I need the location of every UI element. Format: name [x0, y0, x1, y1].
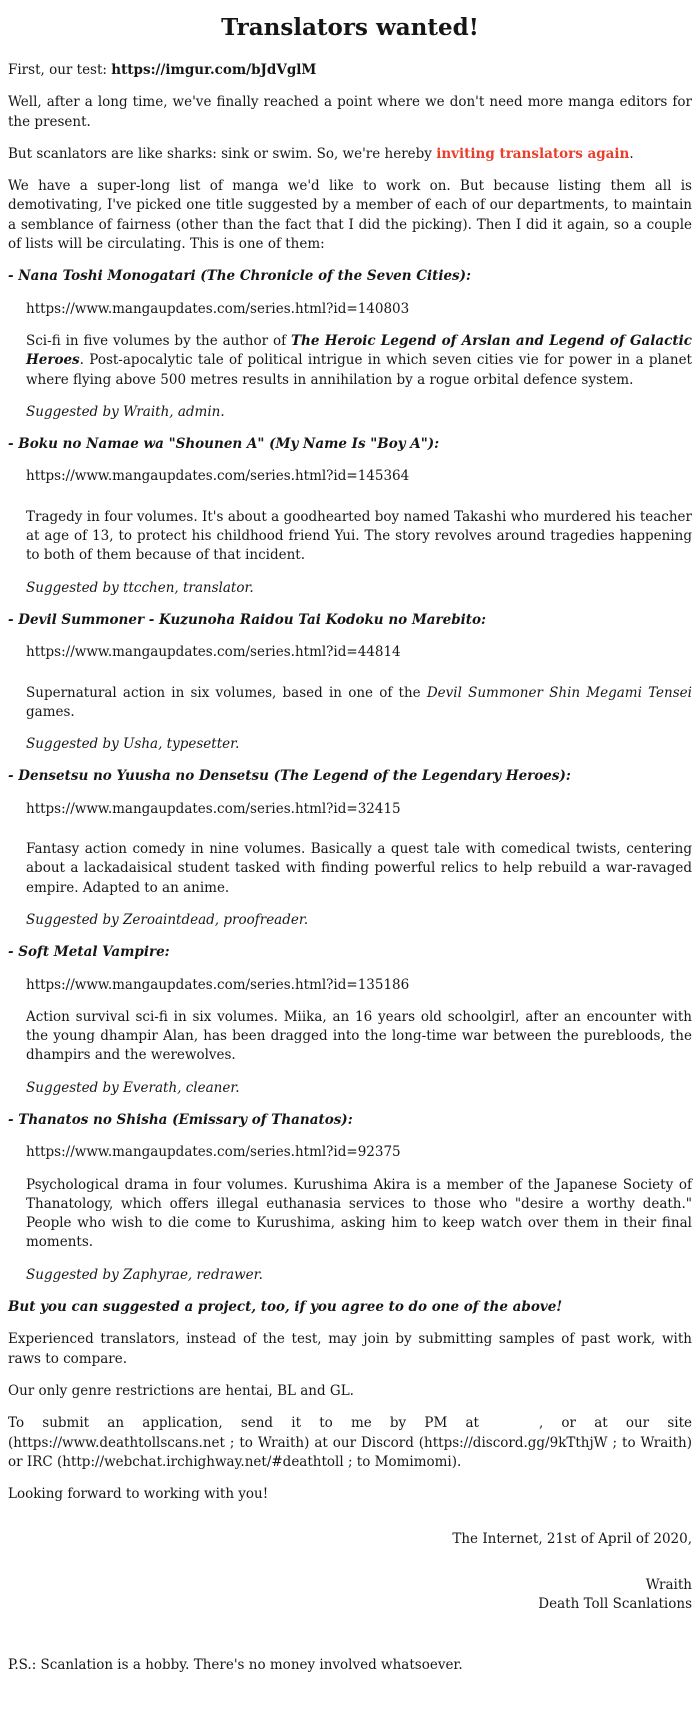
series-url: https://www.mangaupdates.com/series.html?id=140803: [26, 300, 410, 317]
series-item-soft-metal-vampire: [8, 943, 692, 1098]
postscript: P.S.: Scanlation is a hobby. There's no money involved whatsoever.: [8, 1657, 463, 1674]
submit-application-paragraph: [8, 1414, 692, 1472]
series-description: [26, 840, 692, 898]
genre-restrictions-note: Our only genre restrictions are hentai, BL and GL.: [8, 1382, 354, 1399]
series-title: - Soft Metal Vampire:: [8, 944, 170, 961]
series-description: [26, 508, 692, 566]
series-description: [26, 1008, 692, 1066]
desc-text: Tragedy in four volumes. It's about a goodhearted boy named Takashi who murdered his teacher at age of 13, to protect his childhood friend Yui. The story revolves around tragedies happening to both of them because of that incident.: [26, 508, 692, 564]
desc-text: Supernatural action in six volumes, based in one of the: [26, 684, 427, 701]
test-line: [8, 61, 692, 80]
test-line-prefix: First, our test:: [8, 62, 112, 78]
signature-block: [8, 1530, 692, 1614]
desc-text: Sci-fi in five volumes by the author of: [26, 332, 292, 349]
series-item-thanatos: [8, 1111, 692, 1285]
series-suggested-by: Suggested by Usha, typesetter.: [26, 736, 240, 753]
inviting-translators-highlight: inviting translators again: [436, 145, 630, 162]
series-url: https://www.mangaupdates.com/series.html?id=92375: [26, 1144, 401, 1161]
desc-text: Fantasy action comedy in nine volumes. Basically a quest tale with comedical twists, centering about a lackadaisical student tasked with finding powerful relics to help rebuild a war-ravaged empire. Adapted to an anime.: [26, 841, 692, 896]
series-item-devil-summoner: [8, 611, 692, 754]
signature-dateline: The Internet, 21st of April of 2020,: [452, 1531, 692, 1548]
signature-group: Death Toll Scanlations: [538, 1596, 692, 1613]
series-suggested-by: Suggested by Wraith, admin.: [26, 403, 225, 420]
series-url: https://www.mangaupdates.com/series.html?id=32415: [26, 800, 401, 817]
series-title: - Densetsu no Yuusha no Densetsu (The Legend of the Legendary Heroes):: [8, 768, 571, 785]
intro-paragraph-editors: Well, after a long time, we've finally reached a point where we don't need more manga editors for the present.: [8, 94, 692, 130]
suggest-note: But you can suggested a project, too, if you agree to do one of the above!: [8, 1299, 563, 1316]
sharks-suffix: .: [629, 145, 634, 162]
series-url: https://www.mangaupdates.com/series.html?id=145364: [26, 468, 410, 485]
series-title: - Nana Toshi Monogatari (The Chronicle of the Seven Cities):: [8, 268, 472, 285]
series-item-nana-toshi: [8, 267, 692, 422]
desc-text: Action survival sci-fi in six volumes. Miika, an 16 years old schoolgirl, after an encounter with the young dhampir Alan, has been dragged into the long-time war between the purebloods, the dhampirs and the werewolves.: [26, 1008, 692, 1064]
signature-name: Wraith: [645, 1576, 692, 1593]
page-title: Translators wanted!: [221, 14, 479, 41]
series-url: https://www.mangaupdates.com/series.html?id=44814: [26, 644, 401, 661]
series-item-boku-no-namae: [8, 435, 692, 598]
series-title: - Boku no Namae wa "Shounen A" (My Name Is "Boy A"):: [8, 436, 440, 453]
series-suggested-by: Suggested by Zeroaintdead, proofreader.: [26, 911, 309, 928]
intro-paragraph-sharks: [8, 145, 692, 164]
series-description: [26, 332, 692, 390]
test-url: https://imgur.com/bJdVglM: [111, 62, 317, 78]
series-suggested-by: Suggested by ttcchen, translator.: [26, 579, 254, 596]
series-description: [26, 1176, 692, 1253]
desc-text-emphasis: Devil Summoner Shin Megami Tensei: [426, 684, 692, 701]
desc-text: games.: [26, 703, 75, 720]
looking-forward-line: Looking forward to working with you!: [8, 1486, 269, 1503]
series-title: - Thanatos no Shisha (Emissary of Thanatos):: [8, 1111, 353, 1128]
desc-text-emphasis: The Heroic Legend of Arslan and Legend of Galactic Heroes: [26, 332, 692, 369]
desc-text: . Post-apocalytic tale of political intrigue in which seven cities vie for power in a planet where flying above 500 metres results in annihilation by a rogue orbital defence system.: [26, 352, 692, 388]
desc-text: Psychological drama in four volumes. Kurushima Akira is a member of the Japanese Society of Thanatology, which offers illegal euthanasia services to those who "desire a worthy death." People who wish to die come to Kurushima, asking him to keep watch over them in their final moments.: [26, 1176, 692, 1251]
submit-suffix: , or at our site (https://www.deathtollscans.net ; to Wraith) at our Discord (https://discord.gg/9kTthjW ; to Wraith) or IRC (http://webchat.irchighway.net/#deathtoll ; to Momimomi).: [8, 1415, 692, 1470]
experienced-translators-note: Experienced translators, instead of the test, may join by submitting samples of past work, with raws to compare.: [8, 1331, 692, 1367]
intro-paragraph-list: We have a super-long list of manga we'd like to work on. But because listing them all is demotivating, I've picked one title suggested by a member of each of our departments, to maintain a semblance of fairness (other than the fact that I did the picking). Then I did it again, so a couple of lists will be circulating. This is one of them:: [8, 178, 692, 253]
series-title: - Devil Summoner - Kuzunoha Raidou Tai Kodoku no Marebito:: [8, 611, 487, 628]
submit-prefix: To submit an application, send it to me by PM at: [8, 1415, 479, 1432]
series-item-densetsu: [8, 767, 692, 930]
sharks-prefix: But scanlators are like sharks: sink or swim. So, we're hereby: [8, 145, 437, 162]
series-url: https://www.mangaupdates.com/series.html?id=135186: [26, 976, 410, 993]
series-suggested-by: Suggested by Zaphyrae, redrawer.: [26, 1266, 263, 1283]
series-suggested-by: Suggested by Everath, cleaner.: [26, 1079, 240, 1096]
series-description: [26, 684, 692, 723]
